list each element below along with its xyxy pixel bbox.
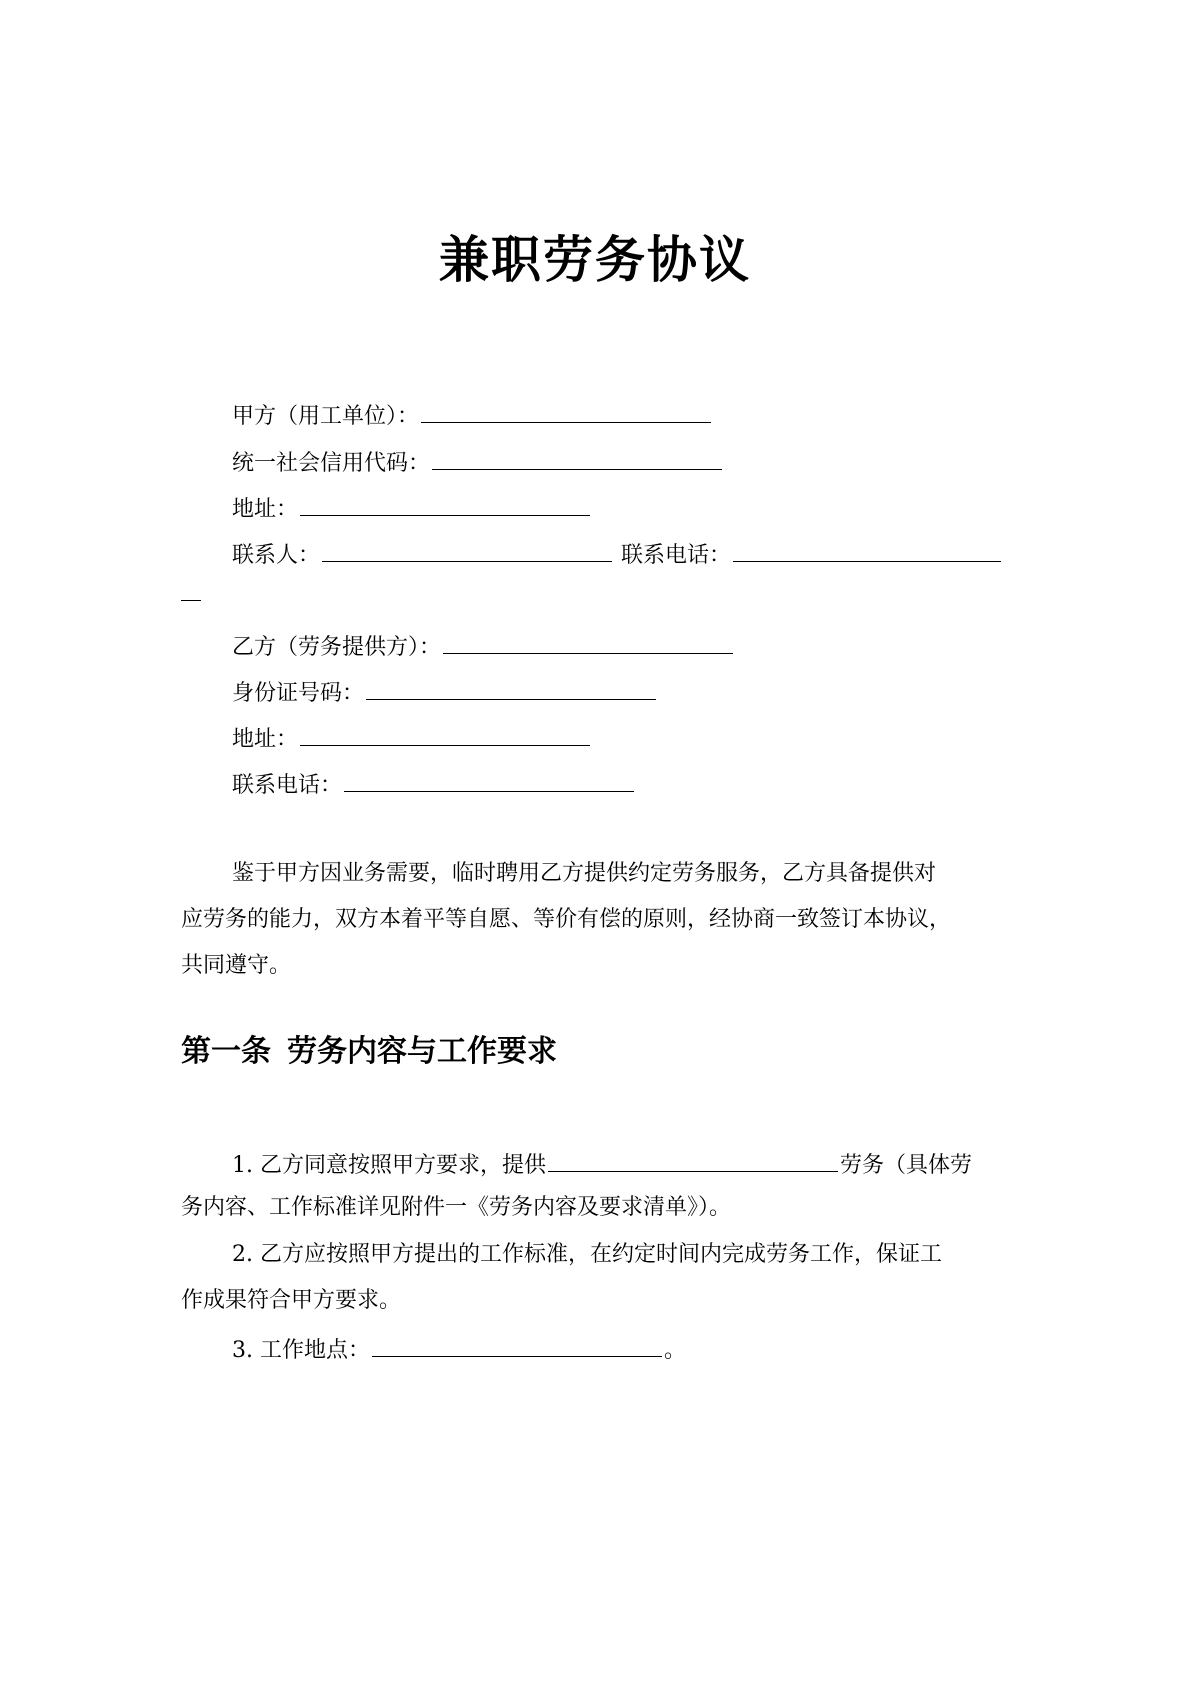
party-b-name-line [232, 629, 735, 663]
party-a-credit-code-line [232, 445, 724, 479]
party-b-address-blank[interactable] [300, 721, 590, 746]
party-a-credit-code-blank[interactable] [432, 445, 722, 470]
party-a-address-blank[interactable] [300, 491, 590, 516]
article-1-item-1-prefix: 1. 乙方同意按照甲方要求，提供 [232, 1153, 546, 1178]
party-b-address-line [232, 721, 592, 755]
party-b-id-blank[interactable] [366, 675, 656, 700]
party-a-phone-label: 联系电话： [621, 543, 732, 568]
party-b-phone-line [232, 767, 636, 801]
party-b-id-label: 身份证号码： [232, 681, 365, 706]
preamble-line-3: 共同遵守。 [181, 953, 292, 978]
party-b-name-label: 乙方（劳务提供方）： [232, 635, 442, 660]
party-a-phone-blank-wrap [181, 600, 201, 601]
article-1-heading [181, 1032, 557, 1072]
article-1-item-1-line-1 [232, 1147, 972, 1181]
party-a-name-line [232, 398, 713, 432]
party-a-name-label: 甲方（用工单位）： [232, 404, 420, 429]
article-1-item-3-blank[interactable] [372, 1332, 662, 1357]
party-a-contact-line [232, 537, 1003, 571]
article-1-number: 第一条 [181, 1034, 271, 1069]
article-1-item-1-line-2: 务内容、工作标准详见附件一《劳务内容及要求清单》）。 [181, 1195, 732, 1220]
article-1-item-3-line [232, 1332, 686, 1366]
preamble-line-2: 应劳务的能力，双方本着平等自愿、等价有偿的原则，经协商一致签订本协议， [181, 907, 952, 932]
article-1-title: 劳务内容与工作要求 [287, 1034, 557, 1069]
party-b-phone-blank[interactable] [344, 767, 634, 792]
party-a-phone-blank[interactable] [733, 537, 1001, 562]
party-a-credit-code-label: 统一社会信用代码： [232, 451, 431, 476]
article-1-item-2-line-2: 作成果符合甲方要求。 [181, 1288, 402, 1313]
article-1-item-1-suffix: 劳务（具体劳 [839, 1153, 972, 1178]
party-b-phone-label: 联系电话： [232, 773, 343, 798]
article-1-item-2-line-1: 2. 乙方应按照甲方提出的工作标准，在约定时间内完成劳务工作，保证工 [232, 1242, 942, 1267]
article-1-item-1-blank[interactable] [548, 1147, 838, 1172]
document-title: 兼职劳务协议 [439, 231, 751, 289]
party-b-id-line [232, 675, 658, 709]
article-1-item-3-suffix: 。 [663, 1338, 686, 1363]
party-a-contact-blank[interactable] [322, 537, 612, 562]
party-b-address-label: 地址： [232, 727, 299, 752]
preamble-line-1: 鉴于甲方因业务需要，临时聘用乙方提供约定劳务服务，乙方具备提供对 [232, 861, 937, 886]
article-1-item-3-prefix: 3. 工作地点： [232, 1338, 370, 1363]
party-a-address-label: 地址： [232, 497, 299, 522]
party-a-contact-label: 联系人： [232, 543, 321, 568]
party-a-address-line [232, 491, 592, 525]
party-b-name-blank[interactable] [443, 629, 733, 654]
party-a-name-blank[interactable] [421, 398, 711, 423]
